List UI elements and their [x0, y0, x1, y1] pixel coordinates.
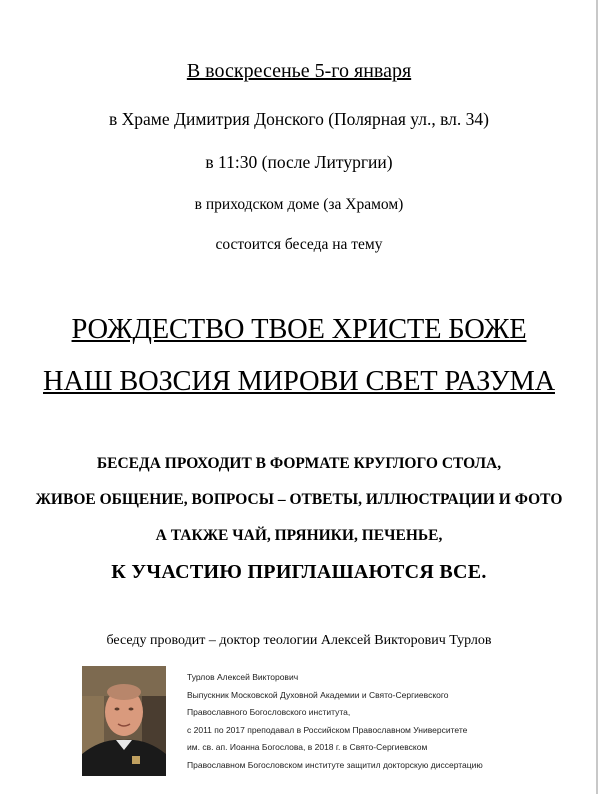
format-line-1: БЕСЕДА ПРОХОДИТ В ФОРМАТЕ КРУГЛОГО СТОЛА, [96, 455, 502, 472]
host-line: беседу проводит – доктор теологии Алексей Викторович Турлов [106, 633, 492, 648]
date-line: В воскресенье 5-го января [186, 60, 412, 82]
place-line: в Храме Димитрия Донского (Полярная ул., вл. 34) [109, 109, 489, 129]
bio-line: им. св. ап. Иоанна Богослова, в 2018 г. в Свято-Сергиевском [187, 742, 428, 752]
format-line-2: ЖИВОЕ ОБЩЕНИЕ, ВОПРОСЫ – ОТВЕТЫ, ИЛЛЮСТРАЦИИ И ФОТО [35, 491, 563, 508]
speaker-photo [82, 666, 166, 776]
topic-title-line-1: РОЖДЕСТВО ТВОЕ ХРИСТЕ БОЖЕ [71, 314, 527, 345]
time-line: в 11:30 (после Литургии) [205, 152, 393, 172]
speaker-bio [187, 669, 547, 774]
invitation-line: К УЧАСТИЮ ПРИГЛАШАЮТСЯ ВСЕ. [111, 561, 487, 583]
bio-line: Турлов Алексей Викторович [187, 672, 299, 682]
bio-line: Выпускник Московской Духовной Академии и Свято-Сергиевского [187, 689, 449, 700]
format-line-3: А ТАКЖЕ ЧАЙ, ПРЯНИКИ, ПЕЧЕНЬЕ, [155, 527, 443, 544]
topic-title-line-2: НАШ ВОЗСИЯ МИРОВИ СВЕТ РАЗУМА [43, 366, 555, 397]
bio-line: Православного Богословского института, [187, 707, 351, 717]
intro-line: состоится беседа на тему [215, 236, 383, 253]
bio-line: Православном Богословском институте защитил докторскую диссертацию [187, 759, 483, 770]
venue-line: в приходском доме (за Храмом) [194, 196, 404, 213]
bio-line: с 2011 по 2017 преподавал в Российском Православном Университете [187, 724, 468, 735]
